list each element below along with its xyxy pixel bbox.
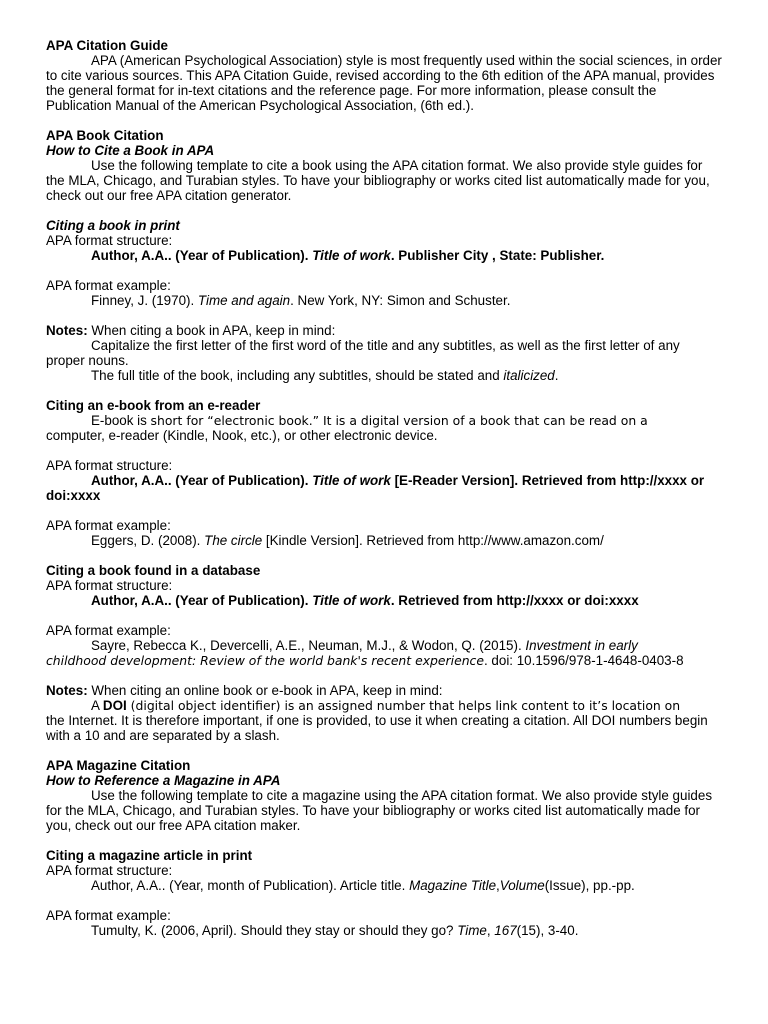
guide-intro: APA (American Psychological Association) style is most frequently used within the social sciences, in order to cite various sources. This APA Citation Guide, revised according to the 6th edition of the APA manual, provides the general format for in-text citations and the reference page. For more information, please consult the Publication Manual of the American Psychological Association, (6th ed.). <box>46 53 722 113</box>
magazine-intro: Use the following template to cite a magazine using the APA citation format. We also provide style guides for the MLA, Chicago, and Turabian styles. To have your bibliography or works cited list automatically made for you, check out our free APA citation maker. <box>46 788 713 833</box>
print-book-notes: Notes: When citing a book in APA, keep in mind: <box>46 323 336 338</box>
magazine-structure-label: APA format structure: <box>46 863 173 878</box>
ebook-example-label: APA format example: <box>46 518 171 533</box>
database-example: Sayre, Rebecca K., Devercelli, A.E., Neuman, M.J., & Wodon, Q. (2015). Investment in early childhood development: Review of the world bank's recent experience. doi: 10.1596/978-1-4648-0403-8 <box>46 638 684 668</box>
database-structure: Author, A.A.. (Year of Publication). Title of work. Retrieved from http://xxxx or doi:xxxx <box>91 593 639 608</box>
print-book-heading: Citing a book in print <box>46 218 180 233</box>
ebook-structure-label: APA format structure: <box>46 458 173 473</box>
ebook-example: Eggers, D. (2008). The circle [Kindle Version]. Retrieved from http://www.amazon.com/ <box>91 533 604 548</box>
database-note: A DOI (digital object identifier) is an assigned number that helps link content to it’s location on the Internet. It is therefore important, if one is provided, to use it when creating a citation. All DOI numbers begin with a 10 and are separated by a slash. <box>46 698 708 743</box>
database-heading: Citing a book found in a database <box>46 563 261 578</box>
ebook-intro: E-book is short for “electronic book.” It is a digital version of a book that can be read on a computer, e-reader (Kindle, Nook, etc.), or other electronic device. <box>46 413 648 443</box>
database-notes: Notes: When citing an online book or e-book in APA, keep in mind: <box>46 683 443 698</box>
print-book-example-label: APA format example: <box>46 278 171 293</box>
magazine-example-label: APA format example: <box>46 908 171 923</box>
print-book-structure-label: APA format structure: <box>46 233 173 248</box>
magazine-heading: APA Magazine Citation <box>46 758 191 773</box>
magazine-example: Tumulty, K. (2006, April). Should they stay or should they go? Time, 167(15), 3-40. <box>91 923 579 938</box>
print-book-note-1: Capitalize the first letter of the first word of the title and any subtitles, as well as the first letter of any proper nouns. <box>46 338 680 368</box>
print-book-structure: Author, A.A.. (Year of Publication). Title of work. Publisher City , State: Publisher. <box>91 248 605 263</box>
magazine-structure: Author, A.A.. (Year, month of Publication). Article title. Magazine Title,Volume(Issue), pp.-pp. <box>91 878 635 893</box>
ebook-heading: Citing an e-book from an e-reader <box>46 398 261 413</box>
magazine-subheading: How to Reference a Magazine in APA <box>46 773 281 788</box>
book-subheading: How to Cite a Book in APA <box>46 143 215 158</box>
database-structure-label: APA format structure: <box>46 578 173 593</box>
ebook-structure: Author, A.A.. (Year of Publication). Title of work [E-Reader Version]. Retrieved from http://xxxx or doi:xxxx <box>46 473 705 503</box>
magazine-print-heading: Citing a magazine article in print <box>46 848 253 863</box>
print-book-note-2: The full title of the book, including any subtitles, should be stated and italicized. <box>91 368 559 383</box>
database-example-label: APA format example: <box>46 623 171 638</box>
book-heading: APA Book Citation <box>46 128 164 143</box>
book-intro: Use the following template to cite a book using the APA citation format. We also provide style guides for the MLA, Chicago, and Turabian styles. To have your bibliography or works cited list automatically made for you, check out our free APA citation generator. <box>46 158 710 203</box>
print-book-example: Finney, J. (1970). Time and again. New York, NY: Simon and Schuster. <box>91 293 511 308</box>
guide-heading: APA Citation Guide <box>46 38 168 53</box>
